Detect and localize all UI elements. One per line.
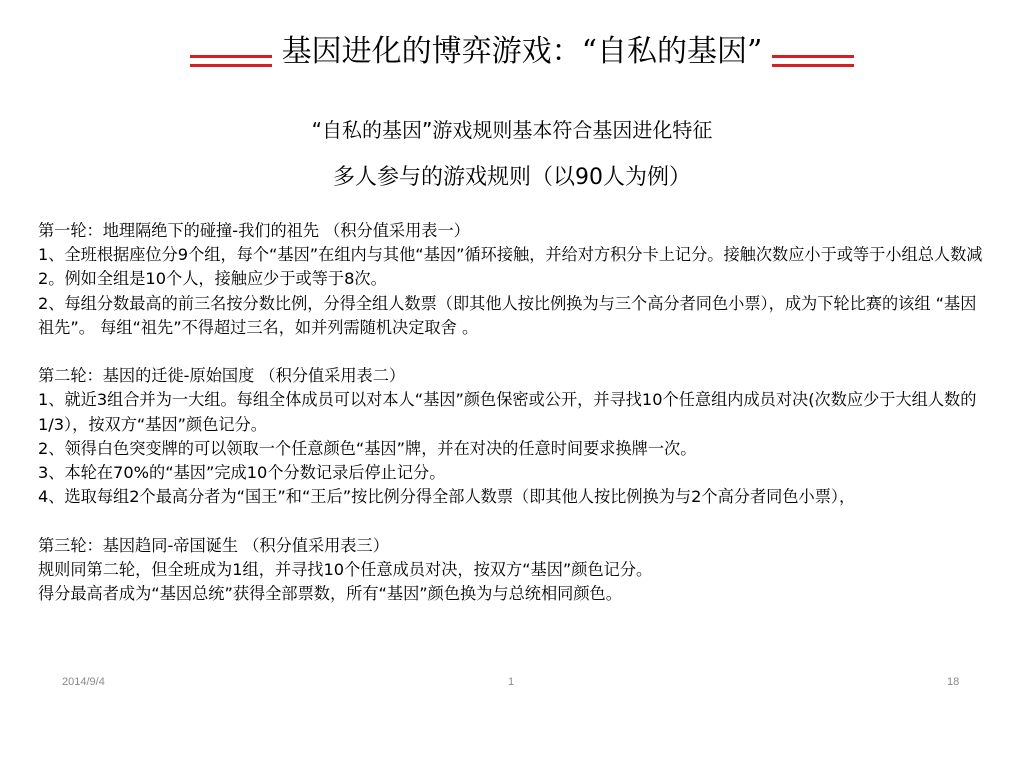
round2-rule-1: 1、就近3组合并为一大组。每组全体成员可以对本人“基因”颜色保密或公开，并寻找10个任意组内成员对决(次数应少于大组人数的1/3），按双方“基因”颜色记分。 bbox=[38, 390, 977, 434]
slide-title-text: 基因进化的博弈游戏：“自私的基因” bbox=[272, 34, 773, 69]
round1-heading: 第一轮：地理隔绝下的碰撞-我们的祖先 （积分值采用表一） bbox=[38, 221, 470, 240]
slide-title-block bbox=[190, 28, 854, 80]
round3-rule-2: 得分最高者成为“基因总统”获得全部票数，所有“基因”颜色换为与总统相同颜色。 bbox=[38, 584, 622, 604]
rules-body bbox=[38, 219, 990, 606]
round1-rule-2: 2、每组分数最高的前三名按分数比例，分得全组人数票（即其他人按比例换为与三个高分者同色小票），成为下轮比赛的该组 “基因祖先”。 每组“祖先”不得超过三名，如并列需随机决定取舍 。 bbox=[38, 293, 977, 337]
round2-heading: 第二轮：基因的迁徙-原始国度 （积分值采用表二） bbox=[38, 366, 406, 386]
footer-center-number: 1 bbox=[508, 676, 515, 688]
paragraph-spacer bbox=[38, 509, 990, 533]
subtitle-multiplayer-rules: 多人参与的游戏规则（以90人为例） bbox=[333, 165, 691, 190]
slide-title bbox=[190, 32, 854, 72]
footer-page-number: 18 bbox=[947, 676, 960, 688]
round2-rule-2: 2、领得白色突变牌的可以领取一个任意颜色“基因”牌，并在对决的任意时间要求换牌一次。 bbox=[38, 438, 697, 458]
round3-heading: 第三轮：基因趋同-帝国诞生 （积分值采用表三） bbox=[38, 535, 389, 555]
footer-date: 2014/9/4 bbox=[62, 676, 105, 688]
paragraph-spacer bbox=[38, 340, 990, 364]
round3-rule-1: 规则同第二轮，但全班成为1组，并寻找10个任意成员对决，按双方“基因”颜色记分。 bbox=[38, 559, 653, 579]
round2-rule-4: 4、选取每组2个最高分者为“国王”和“王后”按比例分得全部人数票（即其他人按比例换为与2个高分者同色小票）， bbox=[38, 487, 856, 507]
round1-rule-1: 1、全班根据座位分9个组，每个“基因”在组内与其他“基因”循环接触，并给对方积分卡上记分。接触次数应小于或等于小组总人数减2。例如全组是10个人，接触应少于或等于8次。 bbox=[38, 245, 983, 289]
round2-rule-3: 3、本轮在70%的“基因”完成10个分数记录后停止记分。 bbox=[38, 463, 446, 483]
subtitle-rules-summary: “自私的基因”游戏规则基本符合基因进化特征 bbox=[311, 118, 713, 142]
